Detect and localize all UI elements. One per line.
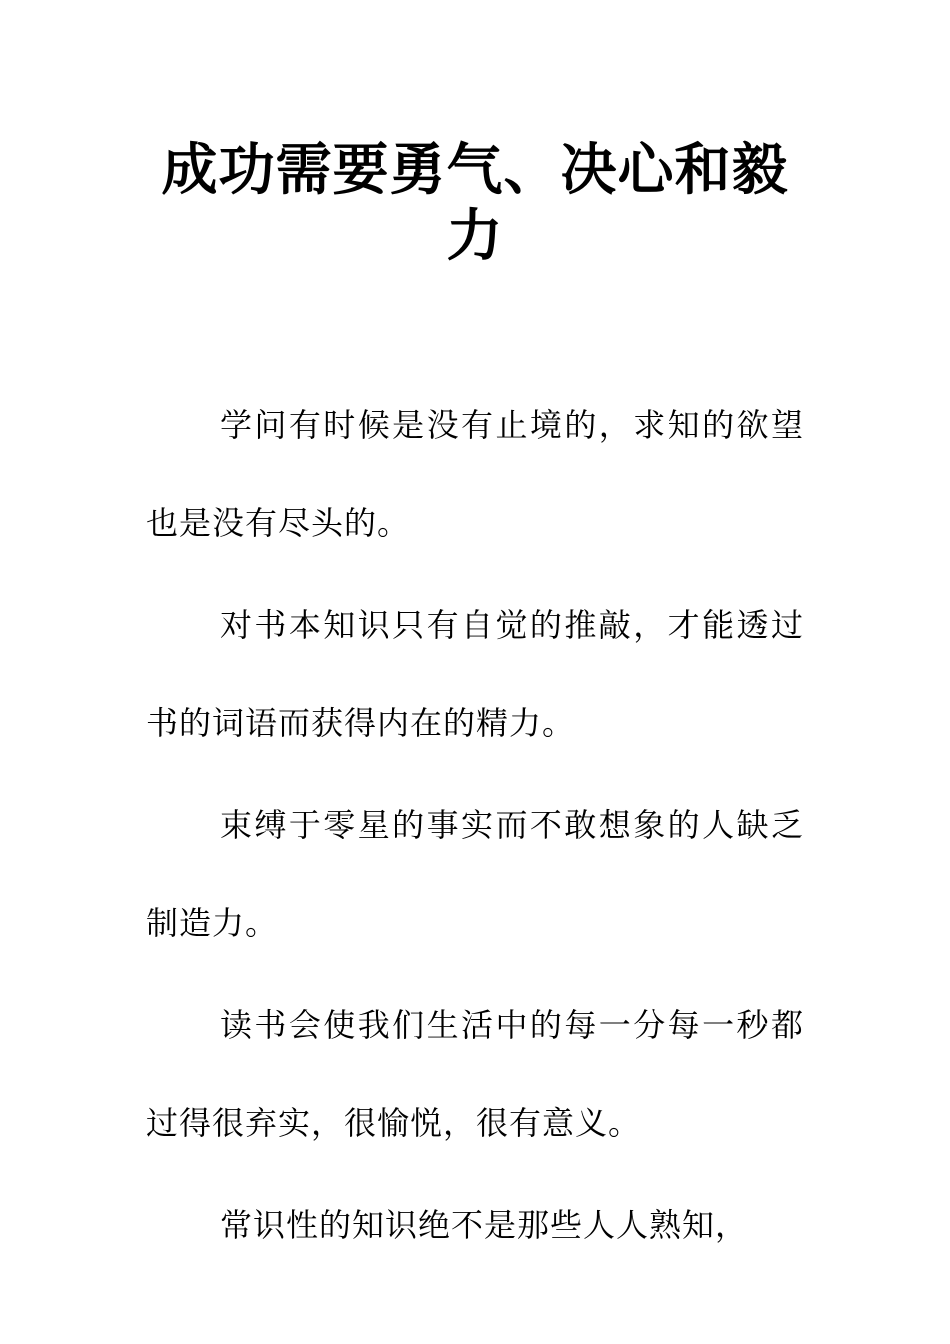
- paragraph: 学问有时候是没有止境的，求知的欲望也是没有尽头的。: [146, 406, 804, 542]
- document-body: [146, 376, 804, 1274]
- paragraph: 读书会使我们生活中的每一分每一秒都过得很弃实，很愉悦，很有意义。: [146, 1006, 804, 1142]
- document-title: 成功需要勇气、决心和毅力: [161, 138, 789, 269]
- paragraph: 束缚于零星的事实而不敢想象的人缺乏制造力。: [146, 806, 804, 942]
- paragraph: 对书本知识只有自觉的推敲，才能透过书的词语而获得内在的精力。: [146, 606, 804, 742]
- paragraph: 常识性的知识绝不是那些人人熟知，: [220, 1206, 749, 1244]
